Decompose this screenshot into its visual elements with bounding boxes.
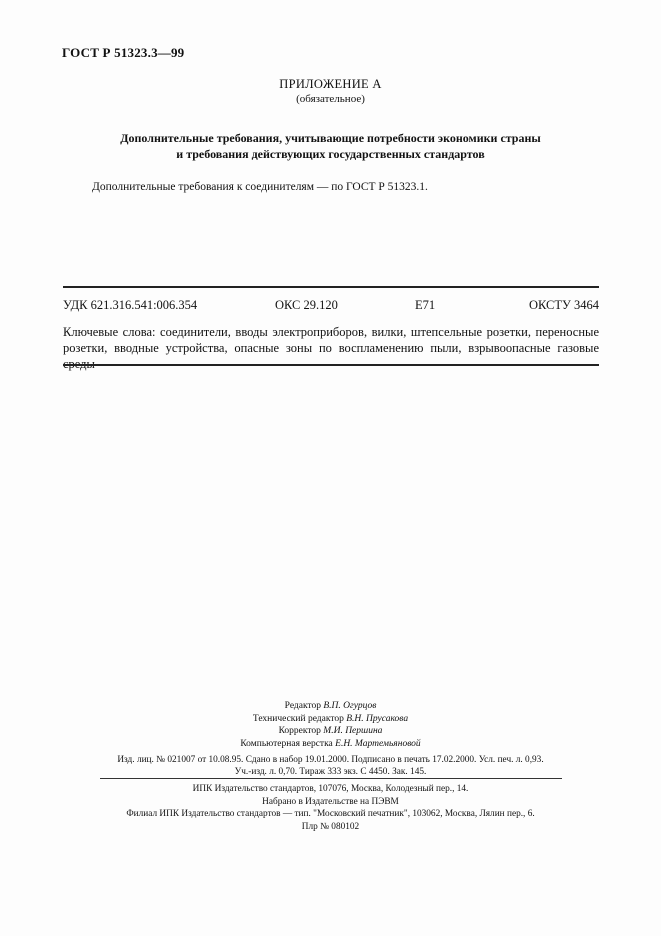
document-code: ГОСТ Р 51323.3—99 [62,45,185,60]
appendix-subtitle: (обязательное) [296,93,365,105]
credit-editor [0,700,661,713]
credit-layout-name: Е.Н. Мартемьяновой [335,738,421,749]
divider-footer [100,778,562,779]
credit-tech-editor-role: Технический редактор [252,713,344,724]
publishing-line-2: Уч.-изд. л. 0,70. Тираж 333 экз. С 4450. Зак. 145. [234,767,427,777]
printer-line-3: Филиал ИПК Издательство стандартов — тип. "Московский печатник", 103062, Москва, Лялин пер., 6. [126,809,535,819]
printer-line-4: Плр № 080102 [301,821,360,832]
printer-line-1: ИПК Издательство стандартов, 107076, Москва, Колодезный пер., 14. [192,784,469,794]
printer-info [0,783,661,833]
credit-tech-editor-name: В.Н. Прусакова [346,713,409,724]
appendix-heading-line2: и требования действующих государственных стандартов [176,147,485,161]
keywords-text: Ключевые слова: соединители, вводы электроприборов, вилки, штепсельные розетки, переносные розетки, вводные устройства, опасные зоны по воспламенению пыли, взрывоопасные газовые среды [63,325,599,371]
oks-code: ОКС 29.120 [275,298,338,312]
publishing-line-1: Изд. лиц. № 021007 от 10.08.95. Сдано в набор 19.01.2000. Подписано в печать 17.02.2000. Усл. печ. л. 0,93. [117,755,544,765]
appendix-heading-line1: Дополнительные требования, учитывающие потребности экономики страны [120,131,541,145]
credit-layout [0,738,661,751]
credit-corrector [0,725,661,738]
classification-row [63,298,599,314]
divider-top [63,286,599,288]
appendix-heading [0,130,661,162]
credit-layout-role: Компьютерная верстка [240,738,333,749]
credit-editor-name: В.П. Огурцов [323,701,377,711]
credits-block [0,700,661,750]
credit-editor-role: Редактор [284,701,321,711]
category-code: Е71 [415,298,436,312]
printer-line-2: Набрано в Издательстве на ПЭВМ [262,796,399,807]
okstu-code: ОКСТУ 3464 [528,298,599,312]
appendix-body-text: Дополнительные требования к соединителям — по ГОСТ Р 51323.1. [92,181,428,193]
publishing-info [0,754,661,778]
appendix-title: ПРИЛОЖЕНИЕ А [279,77,382,91]
credit-tech-editor [0,713,661,726]
udk-code: УДК 621.316.541:006.354 [63,298,198,312]
credit-corrector-role: Корректор [278,726,321,736]
divider-bottom [63,364,599,366]
credit-corrector-name: М.И. Першина [323,726,383,736]
